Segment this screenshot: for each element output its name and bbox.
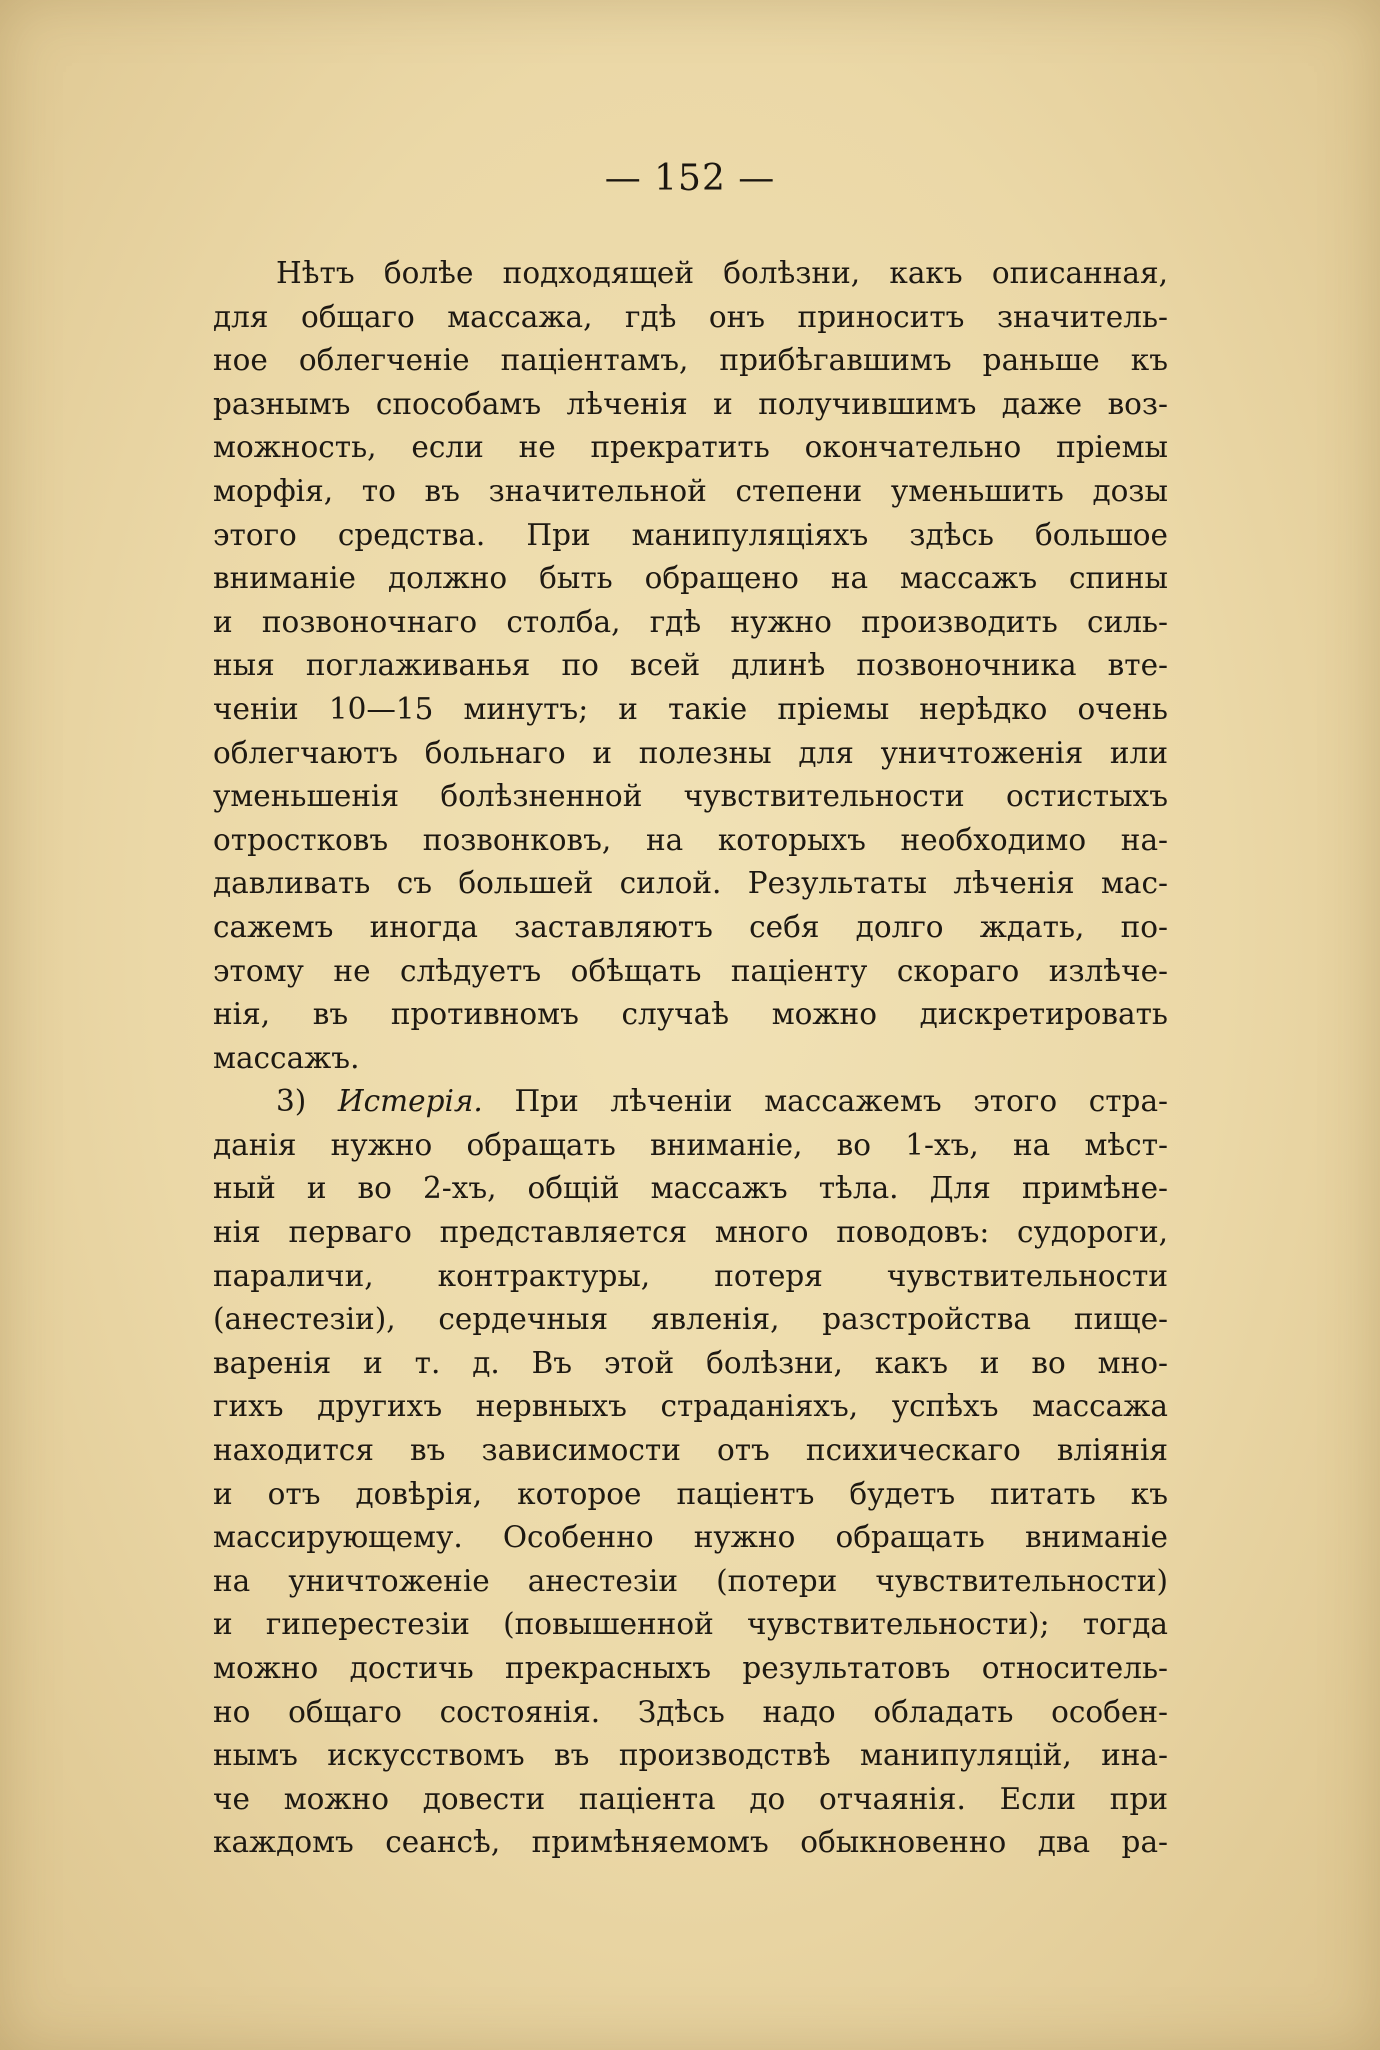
text-line: ный и во 2-хъ, общій массажъ тѣла. Для примѣне- xyxy=(213,1171,1168,1206)
text-line: можно достичь прекрасныхъ результатовъ относитель- xyxy=(213,1651,1168,1685)
text-line: нія, въ противномъ случаѣ можно дискретировать xyxy=(213,997,1168,1032)
text-line: (анестезіи), сердечныя явленія, разстройства пище- xyxy=(213,1302,1168,1337)
section-number: 3) xyxy=(276,1084,307,1119)
text-line: ченіи 10—15 минутъ; и такіе пріемы нерѣдко очень xyxy=(213,691,1168,726)
text-line: давливать съ большей силой. Результаты лѣченія мас- xyxy=(213,866,1168,901)
paragraph-1 xyxy=(213,252,1168,1080)
text-line: для общаго массажа, гдѣ онъ приноситъ значитель- xyxy=(213,299,1168,334)
text-line: вниманіе должно быть обращено на массажъ спины xyxy=(213,561,1168,596)
text-line: этого средства. При манипуляціяхъ здѣсь большое xyxy=(213,517,1168,552)
text-line: варенія и т. д. Въ этой болѣзни, какъ и во мно- xyxy=(213,1345,1168,1380)
page-number: — 152 — xyxy=(604,158,776,199)
body-text xyxy=(213,252,1168,1865)
text-line: разнымъ способамъ лѣченія и получившимъ даже воз- xyxy=(213,386,1168,421)
text-line: морфія, то въ значительной степени уменьшить дозы xyxy=(213,473,1168,508)
text-line: каждомъ сеансѣ, примѣняемомъ обыкновенно два ра- xyxy=(213,1825,1168,1860)
text-line: но общаго состоянія. Здѣсь надо обладать особен- xyxy=(213,1694,1168,1729)
text-line: уменьшенія болѣзненной чувствительности остистыхъ xyxy=(213,779,1168,814)
text-line: Нѣтъ болѣе подходящей болѣзни, какъ описанная, xyxy=(276,256,1168,290)
text-line: массажъ. xyxy=(213,1040,360,1075)
text-line: и отъ довѣрія, которое паціентъ будетъ питать къ xyxy=(213,1476,1168,1511)
text-line: на уничтоженіе анестезіи (потери чувствительности) xyxy=(213,1563,1168,1598)
text-line: этому не слѣдуетъ обѣщать паціенту скораго излѣче- xyxy=(213,953,1168,988)
text-line: сажемъ иногда заставляютъ себя долго ждать, по- xyxy=(213,909,1168,944)
text-line: нія перваго представляется много поводовъ: судороги, xyxy=(213,1215,1168,1250)
text-line: можность, если не прекратить окончательно пріемы xyxy=(213,430,1168,465)
section-heading-line xyxy=(213,1080,1168,1124)
paragraph-2 xyxy=(213,1080,1168,1865)
text-line: ныя поглаживанья по всей длинѣ позвоночника вте- xyxy=(213,648,1168,683)
text-line: отростковъ позвонковъ, на которыхъ необходимо на- xyxy=(213,822,1168,857)
text-line: и позвоночнаго столба, гдѣ нужно производить силь- xyxy=(213,604,1168,639)
text-line: массирующему. Особенно нужно обращать вниманіе xyxy=(213,1520,1168,1555)
text-line: гихъ другихъ нервныхъ страданіяхъ, успѣхъ массажа xyxy=(213,1389,1168,1424)
text-line: ное облегченіе паціентамъ, прибѣгавшимъ раньше къ xyxy=(213,343,1168,378)
text-line-rest: При лѣченіи массажемъ этого стра- xyxy=(514,1084,1168,1119)
text-line: параличи, контрактуры, потеря чувствительности xyxy=(213,1258,1168,1293)
text-line: облегчаютъ больнаго и полезны для уничтоженія или xyxy=(213,735,1168,770)
text-line: и гиперестезіи (повышенной чувствительности); тогда xyxy=(213,1607,1168,1642)
section-heading: Истерія. xyxy=(337,1084,483,1119)
text-line: че можно довести паціента до отчаянія. Если при xyxy=(213,1781,1168,1816)
text-line: данія нужно обращать вниманіе, во 1-хъ, на мѣст- xyxy=(213,1127,1168,1162)
text-line: находится въ зависимости отъ психическаго вліянія xyxy=(213,1433,1168,1468)
text-line: нымъ искусствомъ въ производствѣ манипуляцій, ина- xyxy=(213,1738,1168,1773)
